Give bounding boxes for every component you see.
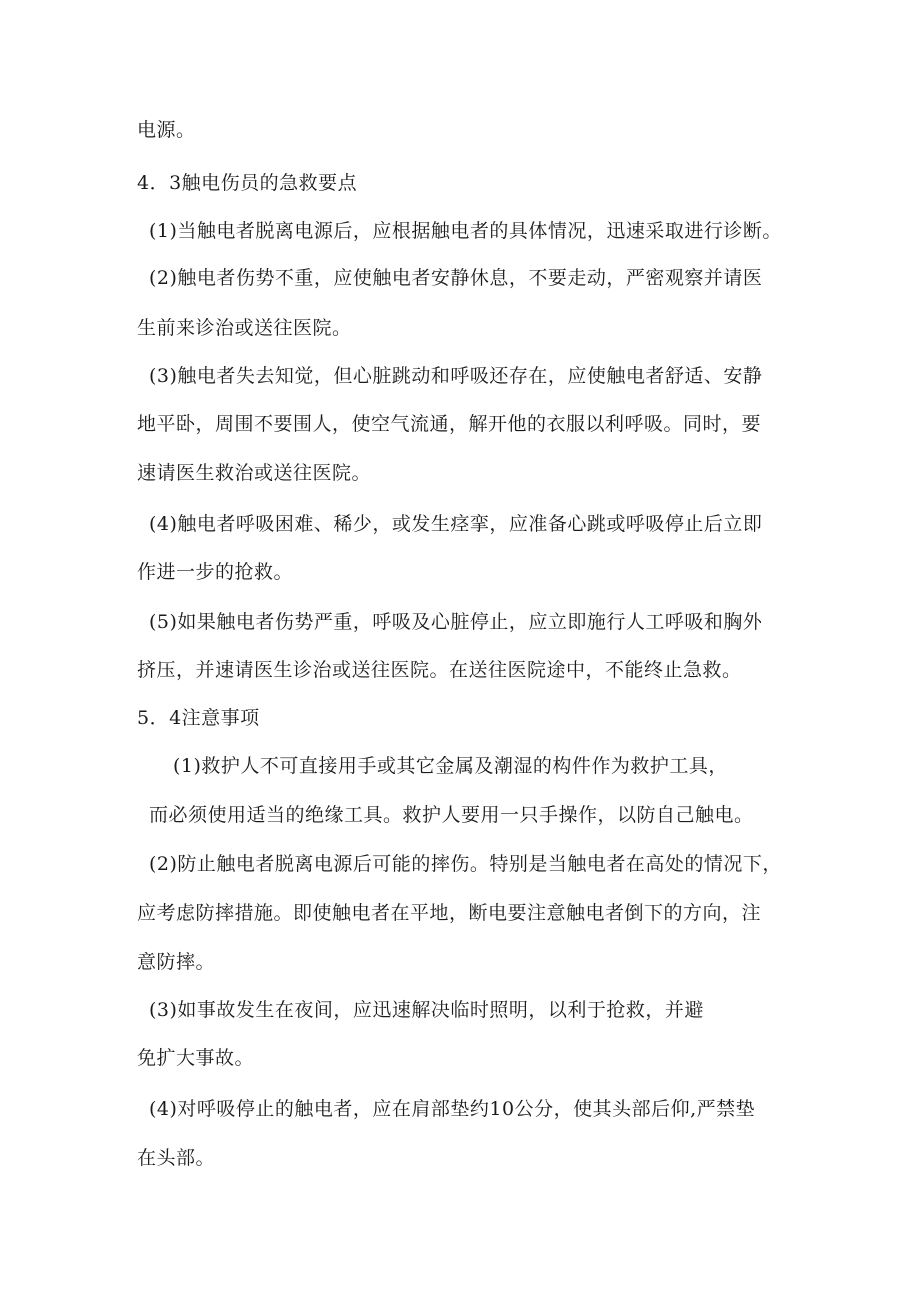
section-heading: 4．3触电伤员的急救要点 [137, 172, 358, 194]
text-line: 地平卧，周围不要围人，使空气流通，解开他的衣服以利呼吸。同时，要 [137, 413, 762, 435]
text-line: (4)对呼吸停止的触电者，应在肩部垫约10公分，使其头部后仰,严禁垫 [149, 1098, 756, 1120]
text-line: (4)触电者呼吸困难、稀少，或发生痉挛，应准备心跳或呼吸停止后立即 [149, 513, 763, 535]
text-line: 而必须使用适当的绝缘工具。救护人要用一只手操作，以防自己触电。 [149, 804, 754, 826]
text-line: 免扩大事故。 [137, 1047, 255, 1069]
section-heading: 5．4注意事项 [137, 707, 260, 729]
text-line: (3)触电者失去知觉，但心脏跳动和呼吸还存在，应使触电者舒适、安静 [149, 365, 763, 387]
text-line: 生前来诊治或送往医院。 [137, 317, 352, 339]
text-line: (2)触电者伤势不重，应使触电者安静休息，不要走动，严密观察并请医 [149, 267, 763, 289]
text-line: (1)当触电者脱离电源后，应根据触电者的具体情况，迅速采取进行诊断。 [149, 220, 782, 242]
text-line: 应考虑防摔措施。即使触电者在平地，断电要注意触电者倒下的方向，注 [137, 902, 762, 924]
text-line: (2)防止触电者脱离电源后可能的摔伤。特别是当触电者在高处的情况下， [149, 853, 782, 875]
text-line: 在头部。 [137, 1147, 216, 1169]
text-line: 意防摔。 [137, 951, 216, 973]
text-line: 作进一步的抢救。 [137, 561, 294, 583]
text-line: (3)如事故发生在夜间，应迅速解决临时照明，以利于抢救，并避 [149, 999, 704, 1021]
text-line: 速请医生救治或送往医院。 [137, 462, 372, 484]
text-line: (1)救护人不可直接用手或其它金属及潮湿的构件作为救护工具， [173, 755, 728, 777]
text-line: 挤压，并速请医生诊治或送往医院。在送往医院途中，不能终止急救。 [137, 659, 742, 681]
text-line: 电源。 [137, 119, 196, 141]
text-line: (5)如果触电者伤势严重，呼吸及心脏停止，应立即施行人工呼吸和胸外 [149, 611, 763, 633]
